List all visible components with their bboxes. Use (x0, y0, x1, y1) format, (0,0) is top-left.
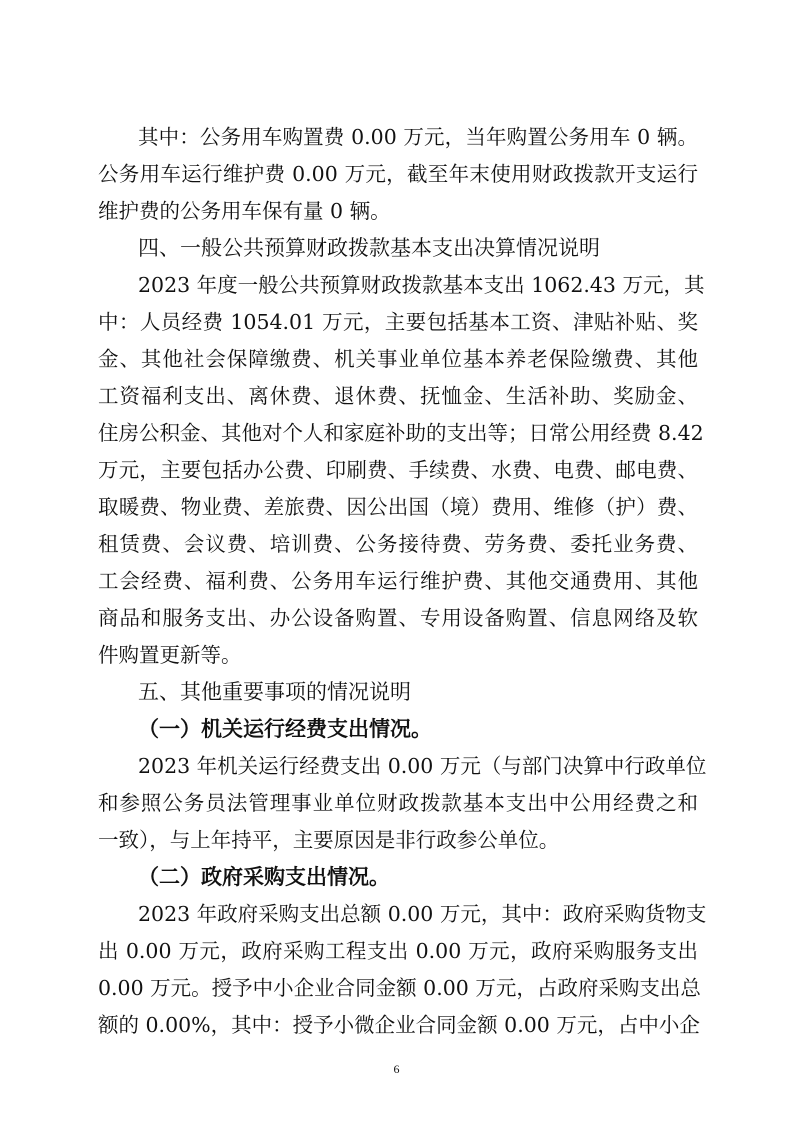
page-number: 6 (393, 1062, 400, 1076)
text-line: 2023 年机关运行经费支出 0.00 万元（与部门决算中行政单位 (138, 754, 707, 778)
text-line: 出 0.00 万元，政府采购工程支出 0.00 万元，政府采购服务支出 (98, 939, 698, 963)
text-line: 中：人员经费 1054.01 万元，主要包括基本工资、津贴补贴、奖 (98, 310, 698, 334)
text-line: 万元，主要包括办公费、印刷费、手续费、水费、电费、邮电费、 (98, 458, 698, 482)
text-line: 件购置更新等。 (98, 643, 242, 667)
text-line: 住房公积金、其他对个人和家庭补助的支出等；日常公用经费 8.42 (98, 421, 704, 445)
text-line: 金、其他社会保障缴费、机关事业单位基本养老保险缴费、其他 (98, 347, 698, 371)
subsection-heading-operating-expenses: （一）机关运行经费支出情况。 (138, 717, 432, 741)
text-line: 2023 年政府采购支出总额 0.00 万元，其中：政府采购货物支 (138, 902, 707, 926)
text-line: 取暖费、物业费、差旅费、因公出国（境）费用、维修（护）费、 (98, 495, 698, 519)
text-line: 工会经费、福利费、公务用车运行维护费、其他交通费用、其他 (98, 569, 698, 593)
section-heading-five: 五、其他重要事项的情况说明 (138, 680, 411, 704)
text-line: 一致），与上年持平，主要原因是非行政参公单位。 (98, 828, 560, 852)
section-heading-four: 四、一般公共预算财政拨款基本支出决算情况说明 (138, 236, 600, 260)
subsection-heading-procurement: （二）政府采购支出情况。 (138, 865, 390, 889)
text-line: 租赁费、会议费、培训费、公务接待费、劳务费、委托业务费、 (98, 532, 698, 556)
text-line: 工资福利支出、离休费、退休费、抚恤金、生活补助、奖励金、 (98, 384, 698, 408)
text-line: 2023 年度一般公共预算财政拨款基本支出 1062.43 万元，其 (138, 273, 705, 297)
text-line: 商品和服务支出、办公设备购置、专用设备购置、信息网络及软 (98, 606, 698, 630)
text-line: 和参照公务员法管理事业单位财政拨款基本支出中公用经费之和 (98, 791, 698, 815)
text-line: 维护费的公务用车保有量 0 辆。 (98, 199, 391, 223)
text-line: 公务用车运行维护费 0.00 万元，截至年末使用财政拨款开支运行 (98, 162, 698, 186)
text-line: 其中：公务用车购置费 0.00 万元，当年购置公务用车 0 辆。 (138, 125, 698, 149)
text-line: 0.00 万元。授予中小企业合同金额 0.00 万元，占政府采购支出总 (98, 976, 701, 1000)
text-line: 额的 0.00%，其中：授予小微企业合同金额 0.00 万元，占中小企 (98, 1013, 700, 1037)
